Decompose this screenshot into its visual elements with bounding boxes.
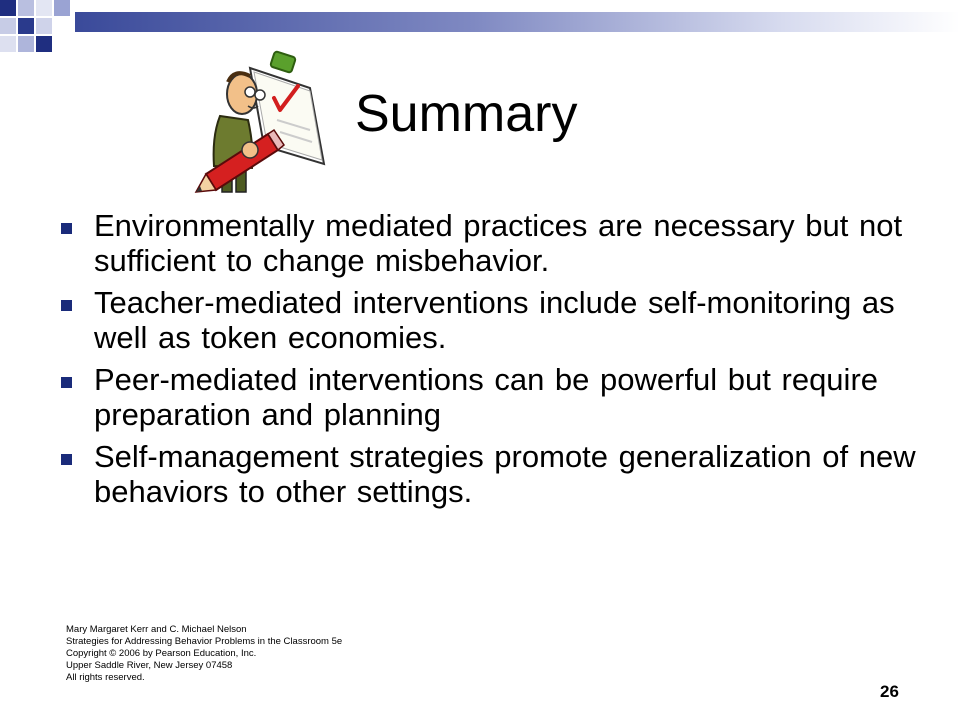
slide-title: Summary	[355, 85, 578, 143]
bullet-text: Environmentally mediated practices are necessary but not sufficient to change misbehavior.	[94, 208, 903, 278]
header-gradient-bar	[75, 12, 960, 32]
bullet-item	[60, 285, 920, 355]
deco-square	[0, 18, 16, 34]
square-bullet-icon	[61, 454, 72, 465]
bullet-text: Self-management strategies promote generalization of new behaviors to other settings.	[94, 439, 916, 509]
teacher-clipboard-pencil-icon	[192, 46, 342, 196]
header-decoration	[0, 0, 960, 60]
bullet-item	[60, 439, 920, 509]
bullet-item	[60, 208, 920, 278]
page-number: 26	[880, 682, 899, 701]
deco-square	[36, 18, 52, 34]
deco-square	[0, 36, 16, 52]
deco-square	[18, 0, 34, 16]
bullet-text: Peer-mediated interventions can be powerful but require preparation and planning	[94, 362, 879, 432]
bullet-list	[60, 208, 920, 516]
square-bullet-icon	[61, 300, 72, 311]
footer-line: Copyright © 2006 by Pearson Education, Inc.	[66, 648, 257, 659]
footer-line: Mary Margaret Kerr and C. Michael Nelson	[66, 624, 247, 635]
deco-square	[36, 36, 52, 52]
square-bullet-icon	[61, 223, 72, 234]
bullet-text: Teacher-mediated interventions include self-monitoring as well as token economies.	[94, 285, 895, 355]
deco-square	[18, 18, 34, 34]
deco-square	[36, 0, 52, 16]
footer-line: Upper Saddle River, New Jersey 07458	[66, 660, 233, 671]
deco-square	[18, 36, 34, 52]
copyright-footer	[66, 624, 342, 684]
footer-line: Strategies for Addressing Behavior Problems in the Classroom 5e	[66, 636, 343, 647]
footer-line: All rights reserved.	[66, 672, 145, 683]
square-bullet-icon	[61, 377, 72, 388]
bullet-item	[60, 362, 920, 432]
deco-square	[0, 0, 16, 16]
deco-square	[54, 0, 70, 16]
